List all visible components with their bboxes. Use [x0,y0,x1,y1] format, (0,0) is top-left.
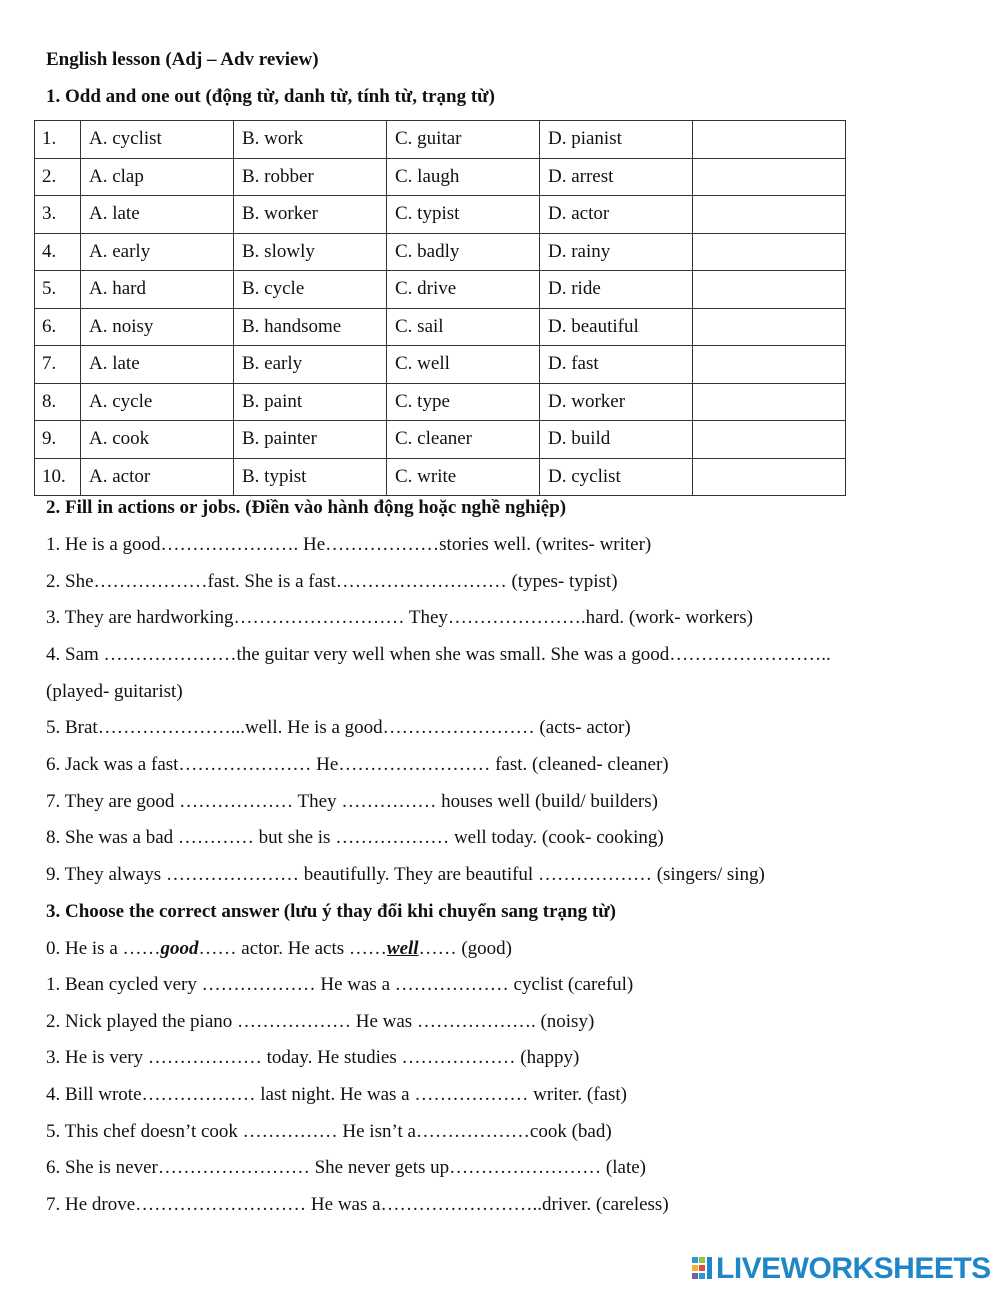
section2-line-6: 6. Jack was a fast………………… He…………………… fast. (cleaned- cleaner) [46,754,669,775]
option-b: B. worker [234,196,387,234]
section3-line-2: 2. Nick played the piano ……………… He was ………………. (noisy) [46,1011,595,1032]
option-c: C. drive [387,271,540,309]
answer-cell[interactable] [693,421,846,459]
section2-line-2: 2. She………………fast. She is a fast……………………… (types- typist) [46,571,618,592]
option-d: D. worker [540,383,693,421]
option-c: C. laugh [387,158,540,196]
option-c: C. type [387,383,540,421]
section2-line-3: 3. They are hardworking……………………… They………………….hard. (work- workers) [46,607,753,628]
option-c: C. cleaner [387,421,540,459]
option-c: C. badly [387,233,540,271]
option-a: A. hard [81,271,234,309]
row-number: 1. [35,121,81,159]
option-c: C. typist [387,196,540,234]
option-a: A. late [81,346,234,384]
section2-line-1: 1. He is a good…………………. He………………stories well. (writes- writer) [46,534,652,555]
table-row [35,271,846,309]
option-d: D. ride [540,271,693,309]
option-d: D. cyclist [540,458,693,496]
option-d: D. pianist [540,121,693,159]
table-row [35,346,846,384]
option-c: C. guitar [387,121,540,159]
table-row [35,233,846,271]
option-c: C. sail [387,308,540,346]
option-a: A. clap [81,158,234,196]
option-c: C. write [387,458,540,496]
section2-line-4: 4. Sam …………………the guitar very well when she was small. She was a good…………………….. [46,644,831,665]
section3-line-6: 6. She is never…………………… She never gets up…………………… (late) [46,1157,646,1178]
option-b: B. typist [234,458,387,496]
section2-line-4-cont: (played- guitarist) [46,681,183,702]
answer-cell[interactable] [693,346,846,384]
option-d: D. beautiful [540,308,693,346]
option-d: D. build [540,421,693,459]
option-b: B. handsome [234,308,387,346]
row-number: 7. [35,346,81,384]
option-a: A. late [81,196,234,234]
row-number: 3. [35,196,81,234]
option-a: A. cook [81,421,234,459]
option-a: A. noisy [81,308,234,346]
section3-line-7: 7. He drove……………………… He was a……………………..driver. (careless) [46,1194,669,1215]
table-row [35,121,846,159]
option-d: D. rainy [540,233,693,271]
example-answer-good: good [160,938,199,959]
answer-cell[interactable] [693,158,846,196]
row-number: 8. [35,383,81,421]
section3-line-5: 5. This chef doesn’t cook …………… He isn’t a………………cook (bad) [46,1121,612,1142]
answer-cell[interactable] [693,233,846,271]
option-d: D. actor [540,196,693,234]
answer-cell[interactable] [693,271,846,309]
section2-line-8: 8. She was a bad ………… but she is ……………… well today. (cook- cooking) [46,827,664,848]
row-number: 4. [35,233,81,271]
row-number: 2. [35,158,81,196]
section2-line-7: 7. They are good ……………… They …………… houses well (build/ builders) [46,791,658,812]
option-d: D. arrest [540,158,693,196]
section2-line-9: 9. They always ………………… beautifully. They are beautiful ……………… (singers/ sing) [46,864,765,885]
example-text-2: …… actor. He acts …… [198,938,387,959]
option-a: A. early [81,233,234,271]
row-number: 9. [35,421,81,459]
liveworksheets-logo[interactable] [692,1252,991,1286]
section3-heading: 3. Choose the correct answer (lưu ý thay đổi khi chuyển sang trạng từ) [46,901,616,922]
answer-cell[interactable] [693,196,846,234]
table-row [35,196,846,234]
row-number: 5. [35,271,81,309]
table-row [35,308,846,346]
table-row [35,421,846,459]
section3-example [46,937,512,961]
table-row [35,458,846,496]
option-d: D. fast [540,346,693,384]
answer-cell[interactable] [693,308,846,346]
option-b: B. slowly [234,233,387,271]
answer-cell[interactable] [693,383,846,421]
row-number: 10. [35,458,81,496]
option-b: B. robber [234,158,387,196]
option-a: A. cycle [81,383,234,421]
section2-line-5: 5. Brat…………………...well. He is a good…………………… (acts- actor) [46,717,631,738]
answer-cell[interactable] [693,121,846,159]
example-answer-well: well [386,938,419,959]
option-b: B. cycle [234,271,387,309]
answer-cell[interactable] [693,458,846,496]
section2-heading: 2. Fill in actions or jobs. (Điền vào hành động hoặc nghề nghiệp) [46,497,567,518]
page-title: English lesson (Adj – Adv review) [46,49,319,70]
option-a: A. actor [81,458,234,496]
example-text-1: 0. He is a …… [46,938,161,959]
option-b: B. painter [234,421,387,459]
section3-line-4: 4. Bill wrote……………… last night. He was a ……………… writer. (fast) [46,1084,628,1105]
option-b: B. paint [234,383,387,421]
liveworksheets-logo-icon [692,1255,714,1283]
liveworksheets-logo-text: LIVEWORKSHEETS [716,1252,991,1285]
section3-line-3: 3. He is very ……………… today. He studies ……………… (happy) [46,1047,580,1068]
example-text-3: …… (good) [418,938,512,959]
option-b: B. early [234,346,387,384]
table-row [35,383,846,421]
row-number: 6. [35,308,81,346]
section1-heading: 1. Odd and one out (động từ, danh từ, tính từ, trạng từ) [46,86,495,107]
table-row [35,158,846,196]
section3-line-1: 1. Bean cycled very ……………… He was a ……………… cyclist (careful) [46,974,634,995]
option-b: B. work [234,121,387,159]
option-a: A. cyclist [81,121,234,159]
option-c: C. well [387,346,540,384]
odd-one-out-table [34,120,846,496]
